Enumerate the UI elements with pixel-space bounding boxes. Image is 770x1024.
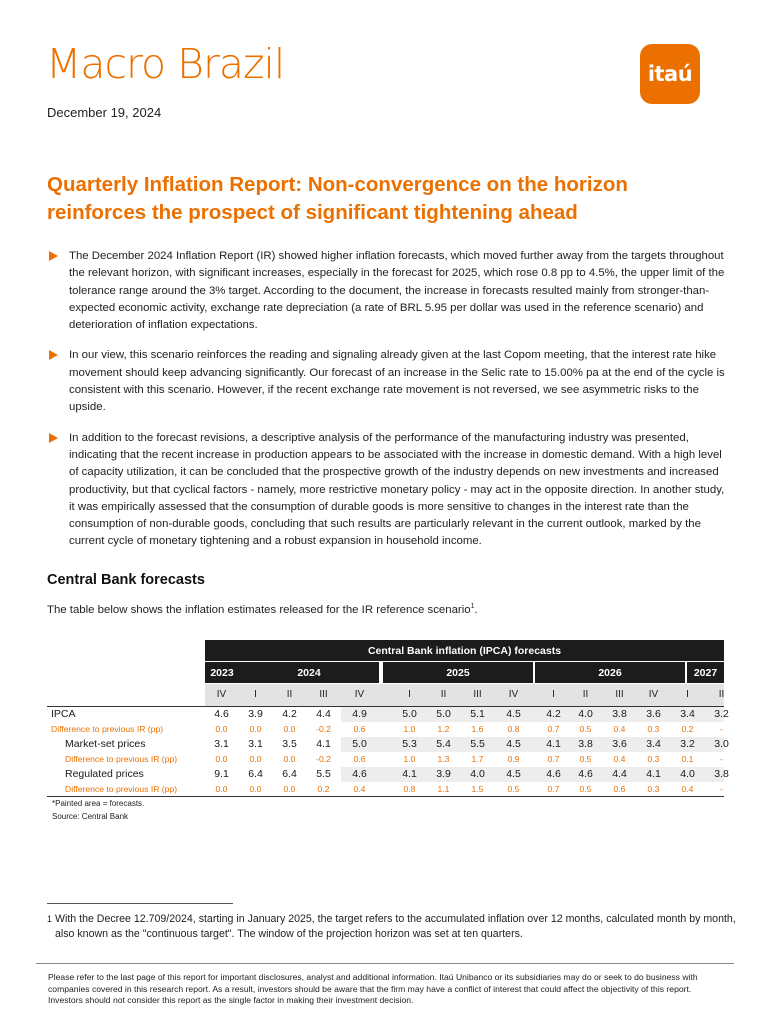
table-cell: 4.1: [402, 768, 417, 780]
table-cell: 3.9: [436, 768, 451, 780]
table-cell: 0.8: [507, 724, 520, 734]
table-cell: 5.0: [352, 738, 367, 750]
table-cell: 3.6: [612, 738, 627, 750]
table-cell: 5.0: [402, 708, 417, 720]
table-cell: -0.2: [316, 724, 331, 734]
table-cell: 0.6: [613, 784, 626, 794]
table-cell: 0.0: [283, 784, 296, 794]
table-cell: 3.8: [578, 738, 593, 750]
year-header-2023: 2023: [205, 662, 239, 683]
table-cell: 4.6: [214, 708, 229, 720]
table-cell: 0.3: [647, 784, 660, 794]
table-row: [47, 722, 724, 737]
year-header-2026: 2026: [535, 662, 685, 683]
table-cell: 4.2: [282, 708, 297, 720]
row-label: Difference to previous IR (pp): [51, 724, 164, 734]
table-cell: 0.0: [249, 724, 262, 734]
summary-bullets: [47, 248, 725, 564]
table-cell: 0.0: [249, 754, 262, 764]
table-cell: 9.1: [214, 768, 229, 780]
table-cell: 3.0: [714, 738, 729, 750]
table-cell: 3.1: [214, 738, 229, 750]
table-cell: 1.3: [437, 754, 450, 764]
footnote-text: With the Decree 12.709/2024, starting in January 2025, the target refers to the accumulated inflation over 12 months, calculated month by month, also known as the "continuous target". The window of the projection horizon was set at ten quarters.: [55, 913, 736, 940]
table-cell: 0.7: [547, 784, 560, 794]
quarter-header: I: [408, 689, 411, 700]
table-cell: 0.5: [579, 784, 592, 794]
row-label: Market-set prices: [65, 738, 146, 750]
table-cell: 0.0: [283, 754, 296, 764]
table-title: Central Bank inflation (IPCA) forecasts: [205, 640, 724, 661]
table-cell: 0.9: [507, 754, 520, 764]
table-cell: 0.2: [681, 724, 694, 734]
quarter-header: III: [473, 689, 482, 700]
table-cell: 6.4: [248, 768, 263, 780]
table-cell: 3.4: [646, 738, 661, 750]
table-cell: 0.7: [547, 754, 560, 764]
table-cell: 0.4: [681, 784, 694, 794]
quarter-header: III: [615, 689, 624, 700]
footnote-number: 1: [47, 914, 52, 924]
table-row: [47, 767, 729, 782]
table-cell: 4.4: [612, 768, 627, 780]
table-cell: 1.0: [403, 754, 416, 764]
table-cell: 1.7: [471, 754, 484, 764]
table-cell: 0.0: [283, 724, 296, 734]
table-cell: 4.9: [352, 708, 367, 720]
table-cell: 4.6: [546, 768, 561, 780]
footnote-divider: [47, 903, 233, 904]
table-cell: 3.1: [248, 738, 263, 750]
table-cell: 4.6: [578, 768, 593, 780]
table-cell: -: [720, 784, 723, 794]
table-cell: 3.5: [282, 738, 297, 750]
year-header-2024: 2024: [239, 662, 379, 683]
table-cell: 1.2: [437, 724, 450, 734]
table-cell: 4.1: [316, 738, 331, 750]
table-cell: 1.5: [471, 784, 484, 794]
table-cell: 0.4: [613, 724, 626, 734]
table-cell: 3.8: [612, 708, 627, 720]
table-cell: 4.6: [352, 768, 367, 780]
table-cell: 5.5: [470, 738, 485, 750]
table-cell: 4.1: [546, 738, 561, 750]
bullet-arrow-icon: [49, 350, 58, 360]
table-cell: 3.2: [680, 738, 695, 750]
table-cell: 0.5: [507, 784, 520, 794]
table-cell: 3.8: [714, 768, 729, 780]
table-cell: 4.2: [546, 708, 561, 720]
table-cell: 0.0: [249, 784, 262, 794]
table-cell: 6.4: [282, 768, 297, 780]
quarter-header: II: [286, 689, 293, 700]
quarter-header: II: [718, 689, 725, 700]
table-cell: 0.3: [647, 754, 660, 764]
year-header-2025: 2025: [383, 662, 533, 683]
year-header-2027: 2027: [687, 662, 724, 683]
footnote: [47, 912, 737, 942]
table-top-rule: [47, 706, 724, 707]
quarter-header: II: [440, 689, 447, 700]
table-cell: 0.2: [317, 784, 330, 794]
brand-title: Macro Brazil: [46, 40, 285, 88]
table-cell: 4.5: [506, 708, 521, 720]
headline: Quarterly Inflation Report: Non-convergence on the horizon reinforces the prospect of significant tightening ahead: [47, 173, 628, 224]
table-source: Source: Central Bank: [52, 812, 129, 821]
table-cell: 1.1: [437, 784, 450, 794]
table-cell: 1.6: [471, 724, 484, 734]
table-cell: 0.4: [353, 784, 366, 794]
table-cell: 3.2: [714, 708, 729, 720]
table-cell: 5.4: [436, 738, 451, 750]
quarter-header: II: [582, 689, 589, 700]
table-cell: 4.0: [680, 768, 695, 780]
table-cell: -: [720, 724, 723, 734]
table-cell: 4.5: [506, 768, 521, 780]
bullet-item: In addition to the forecast revisions, a descriptive analysis of the performance of the manufacturing industry was presented, indicating that the recent increase in production appears to be associated with the increase in domestic demand. With a high level of capacity utilization, it can be concluded that the prospective growth of the industry depends on new investments and increased productivity, but that cyclical factors - namely, more restrictive monetary policy - may act in the opposite direction. In another study, it was empirically assessed that the consumption of durable goods is more sensitive to changes in the interest rate than the consumption of non-durable goods, concluding that such results are particularly relevant in the current outlook, marked by the current cycle of monetary tightening and a robust expansion in household income.: [47, 430, 725, 551]
table-row: [47, 737, 729, 752]
table-cell: 0.3: [647, 724, 660, 734]
table-cell: 3.6: [646, 708, 661, 720]
table-row: [47, 707, 729, 722]
table-cell: 5.3: [402, 738, 417, 750]
table-cell: 4.0: [578, 708, 593, 720]
footnote-ref[interactable]: 1: [470, 603, 475, 610]
table-cell: 0.6: [353, 754, 366, 764]
table-cell: 0.0: [215, 754, 228, 764]
table-bottom-rule: [47, 796, 724, 797]
table-cell: 0.0: [215, 784, 228, 794]
table-cell: -0.2: [316, 754, 331, 764]
itau-logo: itaú: [640, 44, 700, 104]
table-cell: -: [720, 754, 723, 764]
table-cell: 5.5: [316, 768, 331, 780]
quarter-header: III: [319, 689, 328, 700]
table-cell: 0.5: [579, 724, 592, 734]
table-cell: 0.1: [681, 754, 694, 764]
table-cell: 0.5: [579, 754, 592, 764]
quarter-header: IV: [508, 689, 519, 700]
table-row: [47, 782, 724, 797]
row-label: IPCA: [51, 708, 76, 720]
table-row: [47, 752, 724, 767]
table-cell: 4.0: [470, 768, 485, 780]
disclaimer: Please refer to the last page of this report for important disclosures, analyst and additional information. Itaú Unibanco or its subsidiaries may do or seek to do business with companies covered in this research report. As a result, investors should be aware that the firm may have a conflict of interest that could affect the objectivity of this report. Investors should not consider this report as the single factor in making their investment decision.: [48, 972, 698, 1005]
table-cell: 1.0: [403, 724, 416, 734]
bullet-item: The December 2024 Inflation Report (IR) showed higher inflation forecasts, which moved further away from the targets throughout the relevant horizon, with significant increases, especially in the forecast for 2025, which rose 0.8 pp to 4.5%, the upper limit of the tolerance range around the 3% target. According to the document, the increase in forecasts resulted mainly from stronger-than-expected economic activity, exchange rate depreciation (a rate of BRL 5.95 per dollar was used in the reference scenario) and deterioration of inflation expectations.: [47, 248, 725, 334]
quarter-header: IV: [648, 689, 659, 700]
table-cell: 0.6: [353, 724, 366, 734]
table-cell: 0.4: [613, 754, 626, 764]
table-cell: 3.9: [248, 708, 263, 720]
table-cell: 3.4: [680, 708, 695, 720]
table-cell: 4.4: [316, 708, 331, 720]
bullet-arrow-icon: [49, 251, 58, 261]
bullet-item: In our view, this scenario reinforces the reading and signaling already given at the last Copom meeting, that the interest rate hike movement should keep advancing significantly. Our forecast of an increase in the Selic rate to 15.00% pa at the end of the cycle is consistent with this scenario. However, if the recent exchange rate movement is not reversed, we see asymmetric risks to the upside.: [47, 347, 725, 416]
table-cell: 0.7: [547, 724, 560, 734]
quarter-header: I: [686, 689, 689, 700]
table-cell: 5.1: [470, 708, 485, 720]
row-label: Difference to previous IR (pp): [65, 784, 178, 794]
table-cell: 5.0: [436, 708, 451, 720]
row-label: Difference to previous IR (pp): [65, 754, 178, 764]
bullet-arrow-icon: [49, 433, 58, 443]
quarter-header: I: [552, 689, 555, 700]
disclaimer-divider: [36, 963, 734, 964]
table-cell: 4.1: [646, 768, 661, 780]
report-date: December 19, 2024: [47, 105, 162, 120]
quarter-header: IV: [354, 689, 365, 700]
section-title: Central Bank forecasts: [47, 572, 205, 588]
quarter-header: IV: [216, 689, 227, 700]
table-cell: 0.8: [403, 784, 416, 794]
table-cell: 4.5: [506, 738, 521, 750]
row-label: Regulated prices: [65, 768, 144, 780]
table-note: *Painted area = forecasts.: [52, 799, 145, 808]
quarter-header: I: [254, 689, 257, 700]
table-intro: The table below shows the inflation estimates released for the IR reference scenario$^1$.: [47, 603, 478, 616]
table-cell: 0.0: [215, 724, 228, 734]
